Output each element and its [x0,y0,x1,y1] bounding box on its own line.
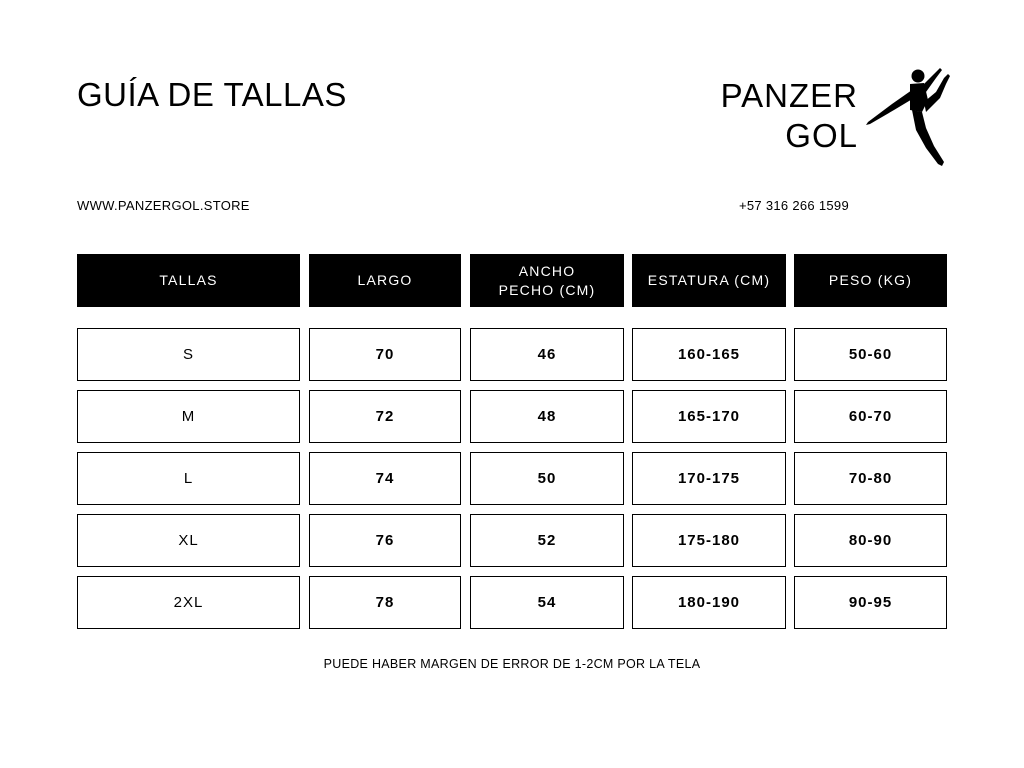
table-cell-largo: 70 [309,328,461,381]
table-cell-size: L [77,452,300,505]
table-cell-size: S [77,328,300,381]
column-header-estatura: ESTATURA (CM) [632,254,786,307]
table-cell-estatura: 170-175 [632,452,786,505]
column-header-tallas: TALLAS [77,254,300,307]
table-cell-peso: 60-70 [794,390,947,443]
phone-number: +57 316 266 1599 [739,198,849,213]
table-cell-ancho: 54 [470,576,624,629]
table-cell-largo: 72 [309,390,461,443]
table-cell-largo: 78 [309,576,461,629]
table-cell-ancho: 52 [470,514,624,567]
table-cell-ancho: 48 [470,390,624,443]
website-url: WWW.PANZERGOL.STORE [77,198,250,213]
table-cell-estatura: 180-190 [632,576,786,629]
brand-line-1: PANZER [720,77,858,114]
table-cell-peso: 80-90 [794,514,947,567]
table-cell-size: 2XL [77,576,300,629]
table-cell-peso: 90-95 [794,576,947,629]
table-cell-largo: 74 [309,452,461,505]
table-cell-ancho: 50 [470,452,624,505]
soccer-player-kick-icon [862,66,950,168]
table-cell-estatura: 160-165 [632,328,786,381]
page-title: GUÍA DE TALLAS [77,76,347,113]
table-cell-estatura: 165-170 [632,390,786,443]
table-cell-peso: 70-80 [794,452,947,505]
table-cell-estatura: 175-180 [632,514,786,567]
brand-line-2: GOL [785,117,858,154]
column-header-ancho-pecho: ANCHO PECHO (CM) [470,254,624,307]
table-cell-ancho: 46 [470,328,624,381]
column-header-largo: LARGO [309,254,461,307]
footer-note: PUEDE HABER MARGEN DE ERROR DE 1-2CM POR LA TELA [323,657,701,671]
brand-name [721,76,858,156]
table-cell-size: XL [77,514,300,567]
column-header-peso: PESO (KG) [794,254,947,307]
table-cell-largo: 76 [309,514,461,567]
table-cell-peso: 50-60 [794,328,947,381]
table-cell-size: M [77,390,300,443]
